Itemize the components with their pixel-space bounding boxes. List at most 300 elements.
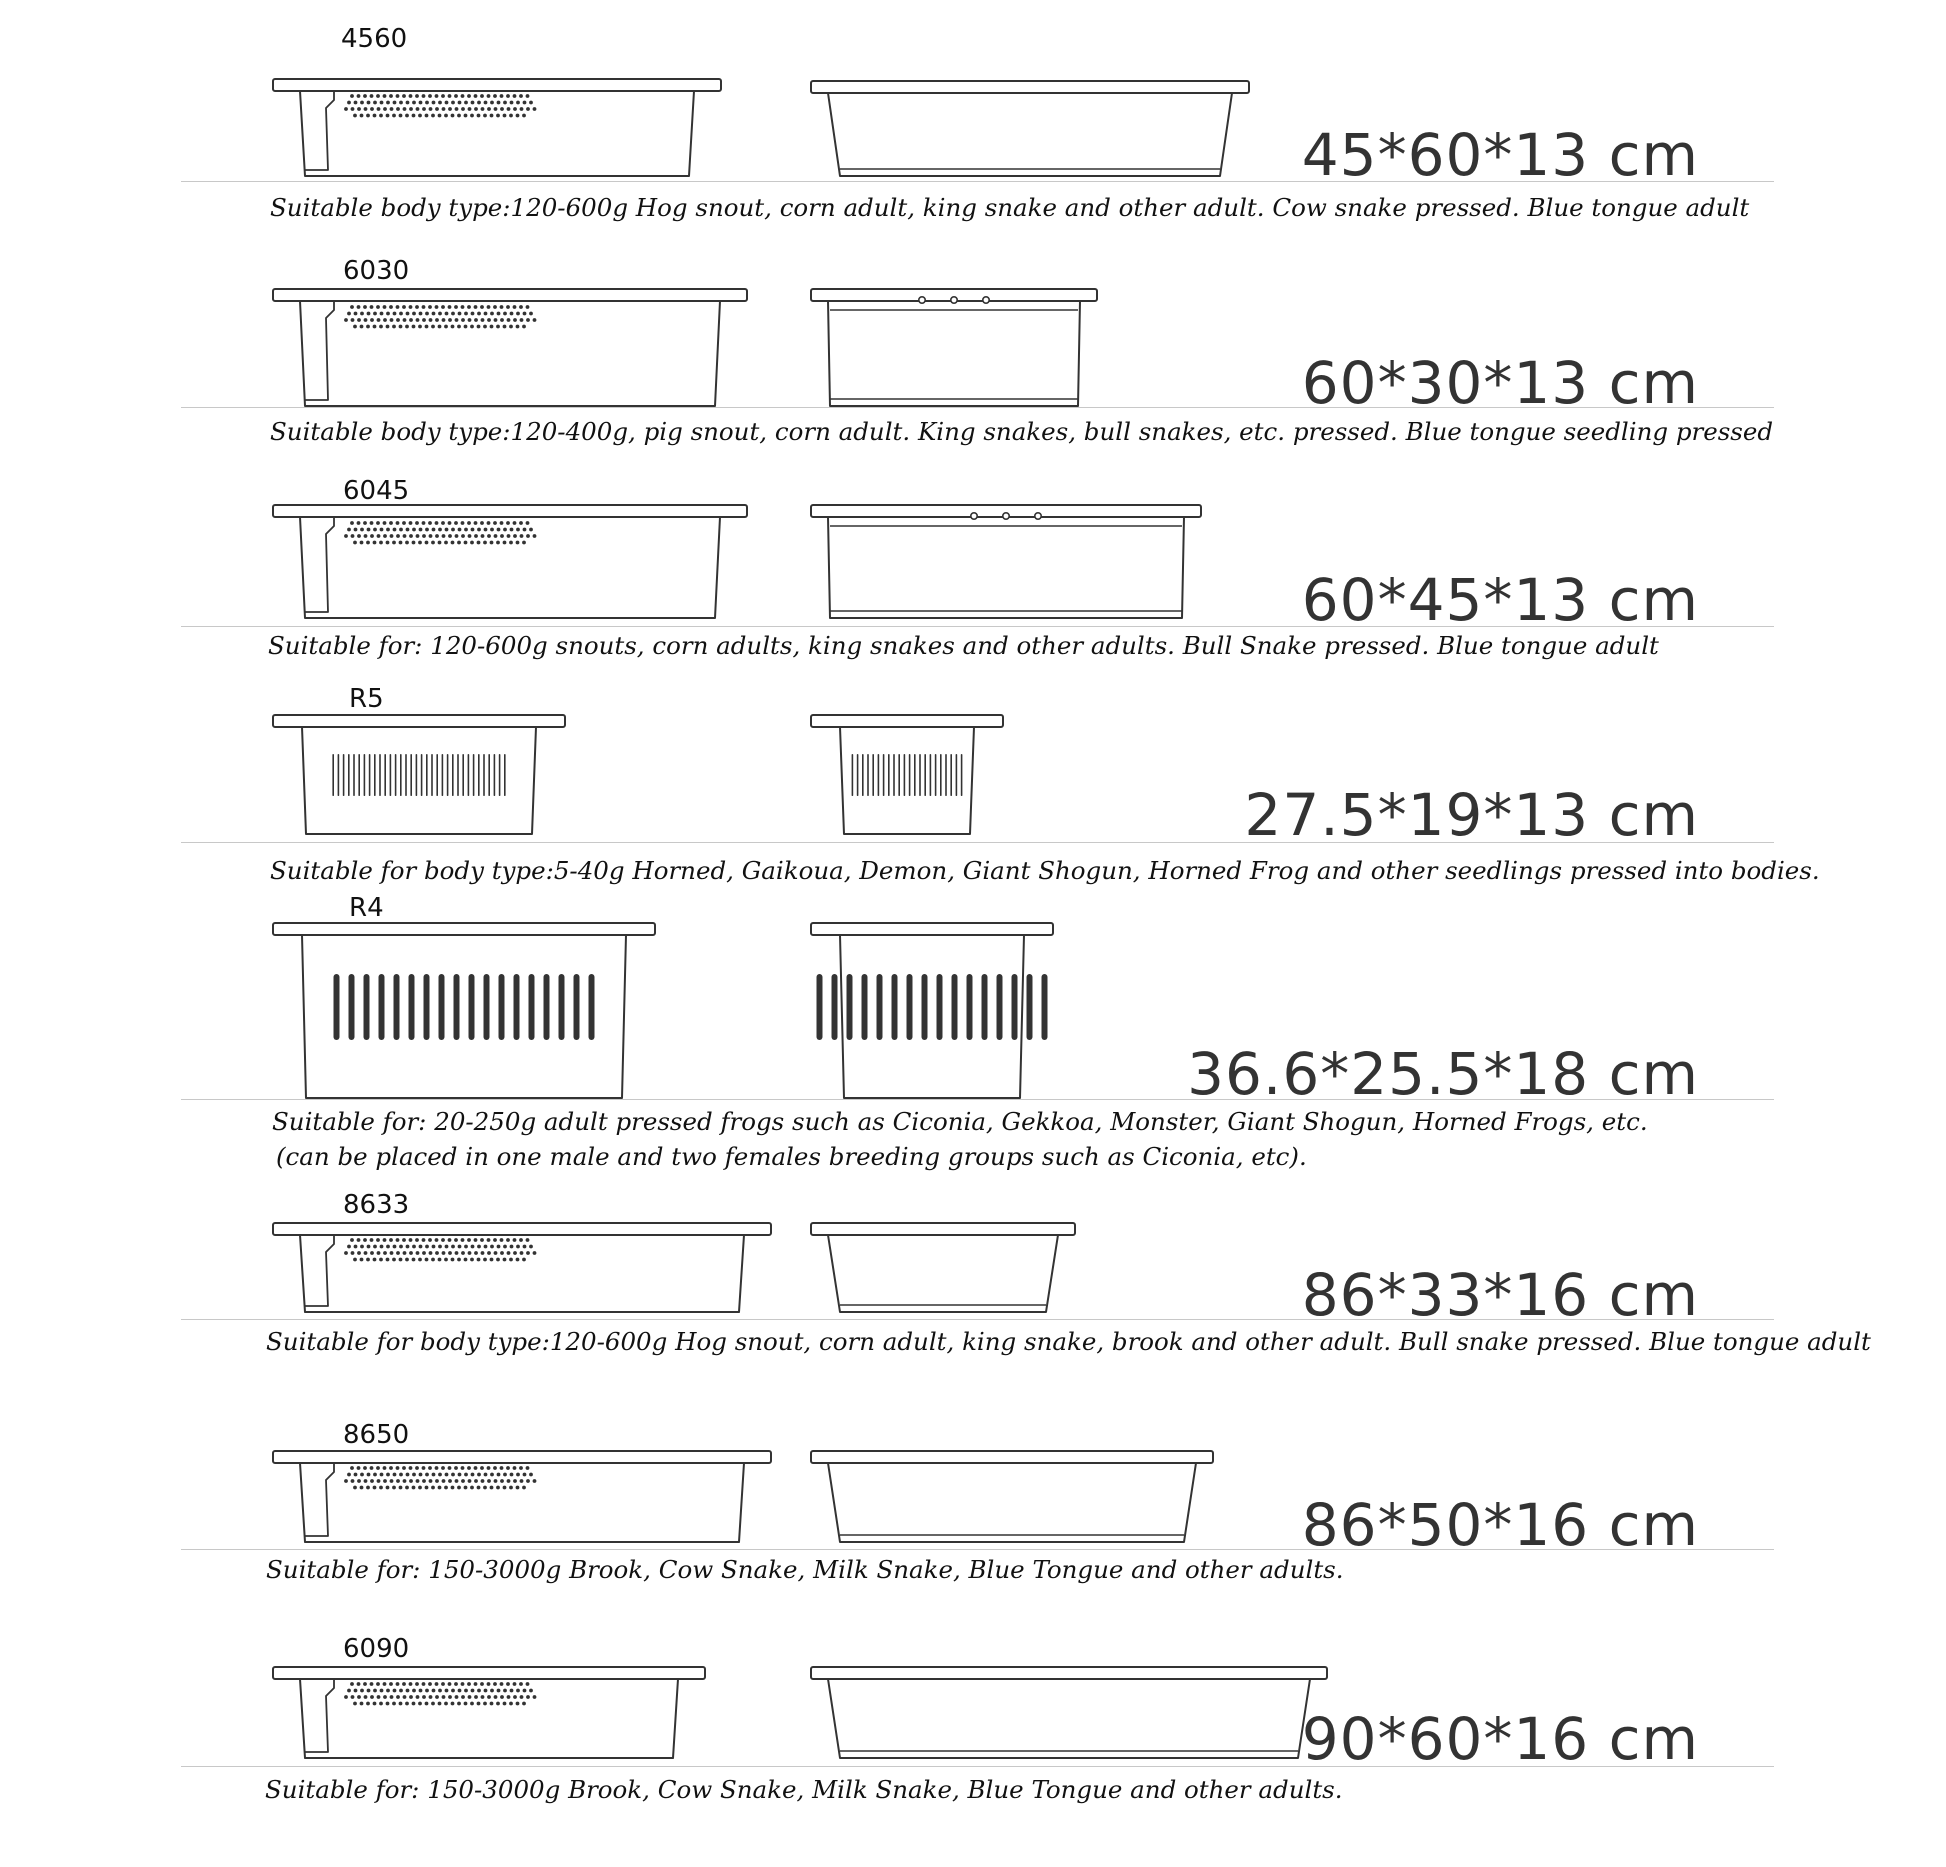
vent-dot	[529, 1473, 533, 1477]
vent-dot	[412, 1689, 416, 1693]
vent-dot	[451, 1486, 455, 1490]
vent-dot	[347, 1689, 351, 1693]
vent-slot	[878, 754, 880, 796]
vent-dot	[357, 534, 361, 538]
vent-dot	[461, 1466, 465, 1470]
vent-dot	[455, 1695, 459, 1699]
vent-dot	[451, 1258, 455, 1262]
vent-dot	[383, 1479, 387, 1483]
vent-dot	[405, 1486, 409, 1490]
vent-dot	[429, 318, 433, 322]
tray-rim	[811, 1223, 1075, 1235]
vent-dot	[399, 528, 403, 532]
tray-rim	[273, 505, 747, 517]
vent-dot	[477, 114, 481, 118]
vent-dot	[383, 534, 387, 538]
vent-dot	[506, 1682, 510, 1686]
vent-dot	[500, 1251, 504, 1255]
vent-dot	[429, 534, 433, 538]
vent-dot	[474, 1251, 478, 1255]
vent-dot	[461, 94, 465, 98]
vent-dot	[353, 325, 357, 329]
vent-dot	[435, 1479, 439, 1483]
vent-dot	[520, 107, 524, 111]
vent-dot	[393, 528, 397, 532]
vent-dot	[373, 325, 377, 329]
vent-slot	[877, 974, 883, 1040]
vent-slot	[909, 754, 911, 796]
vent-dot	[464, 1473, 468, 1477]
vent-dot	[477, 541, 481, 545]
vent-dot	[503, 1689, 507, 1693]
vent-slot	[452, 754, 454, 796]
vent-dot	[373, 101, 377, 105]
vent-slot	[924, 754, 926, 796]
vent-dot	[377, 1251, 381, 1255]
vent-slot	[574, 974, 580, 1040]
vent-dot	[363, 305, 367, 309]
model-code: 4560	[341, 24, 408, 54]
vent-slot	[334, 974, 340, 1040]
tray-body	[300, 1235, 744, 1312]
vent-dot	[431, 114, 435, 118]
vent-dot	[357, 1238, 361, 1242]
vent-dot	[399, 1486, 403, 1490]
vent-dot	[386, 528, 390, 532]
vent-dot	[454, 1466, 458, 1470]
vent-dot	[383, 107, 387, 111]
vent-dot	[487, 1466, 491, 1470]
vent-dot	[467, 305, 471, 309]
vent-slot	[390, 754, 392, 796]
vent-dot	[503, 325, 507, 329]
hide-step	[305, 301, 334, 400]
vent-dot	[390, 1251, 394, 1255]
vent-dot	[357, 107, 361, 111]
vent-dot	[526, 1238, 530, 1242]
vent-dot	[376, 1682, 380, 1686]
vent-dot	[487, 107, 491, 111]
vent-dot	[402, 521, 406, 525]
vent-dot	[367, 312, 371, 316]
box-end-view-illustration	[810, 922, 1054, 1100]
vent-dot	[533, 1479, 537, 1483]
vent-dot	[533, 534, 537, 538]
vent-dot	[448, 107, 452, 111]
vent-hole	[983, 297, 989, 303]
divider	[181, 1549, 1774, 1550]
vent-dot	[510, 1689, 514, 1693]
vent-dot	[438, 1473, 442, 1477]
vent-dot	[396, 1479, 400, 1483]
vent-dot	[396, 521, 400, 525]
vent-dot	[402, 94, 406, 98]
vent-dot	[445, 1473, 449, 1477]
vent-dot	[487, 1238, 491, 1242]
vent-slot	[898, 754, 900, 796]
vent-dot	[376, 94, 380, 98]
tray-body	[300, 517, 720, 618]
vent-dot	[461, 1238, 465, 1242]
vent-dot	[402, 305, 406, 309]
vent-dot	[480, 1238, 484, 1242]
vent-hole	[1035, 513, 1041, 519]
vent-dot	[477, 1486, 481, 1490]
vent-dot	[457, 1486, 461, 1490]
vent-dot	[467, 1238, 471, 1242]
vent-dot	[357, 521, 361, 525]
vent-dot	[519, 1466, 523, 1470]
vent-slot	[473, 754, 475, 796]
vent-dot	[363, 1466, 367, 1470]
hide-step	[305, 91, 334, 170]
vent-dot	[347, 528, 351, 532]
vent-dot	[455, 1251, 459, 1255]
vent-dot	[377, 318, 381, 322]
vent-slot	[421, 754, 423, 796]
vent-dot	[353, 1702, 357, 1706]
tray-rim	[273, 923, 655, 935]
vent-dot	[373, 1473, 377, 1477]
vent-slot	[1012, 974, 1018, 1040]
vent-dot	[435, 1466, 439, 1470]
vent-dot	[367, 528, 371, 532]
vent-dot	[377, 1479, 381, 1483]
vent-dot	[364, 318, 368, 322]
vent-dot	[481, 1251, 485, 1255]
vent-dot	[494, 107, 498, 111]
vent-dot	[458, 1689, 462, 1693]
vent-dot	[435, 1238, 439, 1242]
vent-slot	[935, 754, 937, 796]
vent-dot	[487, 1695, 491, 1699]
vent-dot	[386, 325, 390, 329]
vent-dot	[445, 528, 449, 532]
vent-dot	[415, 1682, 419, 1686]
vent-dot	[496, 1486, 500, 1490]
vent-dot	[497, 312, 501, 316]
vent-dot	[442, 1251, 446, 1255]
vent-dot	[510, 101, 514, 105]
vent-slot	[454, 974, 460, 1040]
vent-dot	[483, 541, 487, 545]
vent-dot	[474, 521, 478, 525]
vent-dot	[493, 305, 497, 309]
vent-dot	[468, 1695, 472, 1699]
vent-dot	[432, 1245, 436, 1249]
vent-dot	[403, 107, 407, 111]
vent-dot	[415, 1238, 419, 1242]
vent-dot	[405, 1702, 409, 1706]
vent-dot	[396, 1238, 400, 1242]
vent-dot	[409, 1695, 413, 1699]
vent-dot	[373, 1486, 377, 1490]
tray-rim	[273, 79, 721, 91]
vent-dot	[500, 534, 504, 538]
vent-dot	[351, 1695, 355, 1699]
vent-dot	[380, 528, 384, 532]
vent-slot	[332, 754, 334, 796]
vent-dot	[422, 1238, 426, 1242]
vent-slot	[436, 754, 438, 796]
vent-dot	[461, 305, 465, 309]
vent-dot	[396, 1682, 400, 1686]
dimensions-label: 45*60*13 cm	[1301, 121, 1699, 189]
vent-dot	[435, 318, 439, 322]
vent-slot	[400, 754, 402, 796]
suitability-text: Suitable for: 20-250g adult pressed frogs such as Ciconia, Gekkoa, Monster, Giant Shogun, Horned Frogs, etc.	[272, 1107, 1648, 1136]
vent-dot	[441, 1238, 445, 1242]
vent-dot	[445, 312, 449, 316]
vent-dot	[377, 1695, 381, 1699]
tray-rim	[811, 923, 1053, 935]
vent-dot	[480, 521, 484, 525]
vent-dot	[461, 1695, 465, 1699]
vent-dot	[373, 1702, 377, 1706]
vent-dot	[360, 1702, 364, 1706]
model-code: R4	[349, 893, 384, 923]
divider	[181, 1099, 1774, 1100]
vent-dot	[470, 325, 474, 329]
vent-dot	[373, 312, 377, 316]
hide-step	[305, 1679, 334, 1752]
tray-body	[828, 517, 1184, 618]
vent-dot	[419, 1245, 423, 1249]
vent-dot	[448, 1479, 452, 1483]
vent-dot	[516, 1258, 520, 1262]
vent-dot	[522, 541, 526, 545]
vent-slot	[338, 754, 340, 796]
vent-dot	[370, 305, 374, 309]
vent-dot	[396, 94, 400, 98]
vent-slot	[488, 754, 490, 796]
vent-slot	[930, 754, 932, 796]
vent-dot	[403, 1695, 407, 1699]
vent-dot	[373, 114, 377, 118]
vent-dot	[493, 1238, 497, 1242]
vent-dot	[503, 528, 507, 532]
vent-dot	[520, 1479, 524, 1483]
vent-slot	[907, 974, 913, 1040]
vent-dot	[507, 534, 511, 538]
vent-dot	[451, 541, 455, 545]
vent-dot	[484, 528, 488, 532]
vent-dot	[481, 1695, 485, 1699]
vent-dot	[477, 1702, 481, 1706]
vent-dot	[451, 101, 455, 105]
vent-dot	[522, 1702, 526, 1706]
vent-dot	[448, 1238, 452, 1242]
vent-slot	[478, 754, 480, 796]
vent-dot	[468, 1479, 472, 1483]
vent-dot	[405, 325, 409, 329]
vent-dot	[484, 1689, 488, 1693]
vent-dot	[396, 305, 400, 309]
vent-dot	[364, 1695, 368, 1699]
vent-dot	[373, 1689, 377, 1693]
vent-dot	[419, 528, 423, 532]
vent-dot	[490, 541, 494, 545]
vent-dot	[470, 1486, 474, 1490]
vent-dot	[506, 521, 510, 525]
vent-dot	[513, 1466, 517, 1470]
vent-dot	[357, 1479, 361, 1483]
vent-dot	[438, 1486, 442, 1490]
tray-body	[828, 1235, 1058, 1312]
vent-dot	[416, 1479, 420, 1483]
vent-dot	[354, 1689, 358, 1693]
vent-dot	[431, 541, 435, 545]
vent-dot	[409, 1238, 413, 1242]
vent-dot	[522, 1258, 526, 1262]
vent-dot	[500, 521, 504, 525]
vent-dot	[360, 1486, 364, 1490]
vent-dot	[399, 101, 403, 105]
vent-dot	[425, 1258, 429, 1262]
tray-body	[828, 301, 1080, 406]
vent-dot	[428, 94, 432, 98]
vent-dot	[383, 521, 387, 525]
suitability-text: Suitable for body type:5-40g Horned, Gaikoua, Demon, Giant Shogun, Horned Frog and other seedlings pressed into bodies.	[270, 856, 1820, 885]
vent-dot	[406, 1473, 410, 1477]
vent-dot	[409, 1682, 413, 1686]
tray-body	[300, 1463, 744, 1542]
vent-dot	[399, 114, 403, 118]
vent-dot	[435, 107, 439, 111]
vent-dot	[487, 318, 491, 322]
vent-dot	[487, 94, 491, 98]
vent-dot	[412, 312, 416, 316]
vent-dot	[480, 305, 484, 309]
vent-dot	[481, 534, 485, 538]
vent-dot	[402, 1238, 406, 1242]
vent-dot	[428, 1238, 432, 1242]
vent-dot	[344, 1251, 348, 1255]
vent-dot	[458, 101, 462, 105]
vent-slot	[982, 974, 988, 1040]
vent-dot	[526, 1251, 530, 1255]
vent-dot	[490, 1258, 494, 1262]
vent-dot	[451, 325, 455, 329]
vent-dot	[444, 1702, 448, 1706]
vent-dot	[474, 318, 478, 322]
vent-dot	[403, 318, 407, 322]
vent-dot	[360, 1258, 364, 1262]
vent-dot	[399, 1473, 403, 1477]
tray-rim	[273, 715, 565, 727]
vent-dot	[461, 521, 465, 525]
vent-dot	[416, 318, 420, 322]
vent-dot	[454, 1682, 458, 1686]
vent-dot	[526, 534, 530, 538]
vent-dot	[471, 101, 475, 105]
vent-dot	[442, 534, 446, 538]
vent-dot	[389, 94, 393, 98]
vent-dot	[487, 305, 491, 309]
vent-dot	[419, 1473, 423, 1477]
vent-dot	[367, 1245, 371, 1249]
suitability-text: Suitable for: 120-600g snouts, corn adults, king snakes and other adults. Bull Snake pressed. Blue tongue adult	[268, 631, 1659, 660]
vent-dot	[351, 107, 355, 111]
vent-dot	[474, 1682, 478, 1686]
vent-dot	[510, 528, 514, 532]
vent-dot	[379, 1702, 383, 1706]
vent-dot	[366, 114, 370, 118]
vent-dot	[431, 1702, 435, 1706]
vent-dot	[396, 1466, 400, 1470]
vent-slot	[950, 754, 952, 796]
vent-dot	[399, 1702, 403, 1706]
vent-dot	[513, 1251, 517, 1255]
vent-dot	[386, 1486, 390, 1490]
vent-dot	[409, 94, 413, 98]
vent-dot	[497, 528, 501, 532]
vent-dot	[380, 312, 384, 316]
vent-dot	[503, 1245, 507, 1249]
vent-dot	[360, 1473, 364, 1477]
vent-dot	[402, 1682, 406, 1686]
vent-dot	[435, 1251, 439, 1255]
tray-end-view-illustration	[810, 80, 1250, 178]
vent-slot	[447, 754, 449, 796]
vent-dot	[438, 325, 442, 329]
vent-slot	[457, 754, 459, 796]
vent-dot	[438, 1702, 442, 1706]
tray-end-view-illustration	[810, 1666, 1328, 1760]
vent-dot	[425, 1473, 429, 1477]
vent-dot	[386, 1258, 390, 1262]
tray-rim	[811, 1667, 1327, 1679]
vent-dot	[393, 1473, 397, 1477]
vent-dot	[526, 1466, 530, 1470]
vent-dot	[376, 521, 380, 525]
hide-step	[305, 517, 334, 612]
vent-dot	[526, 107, 530, 111]
vent-slot	[559, 974, 565, 1040]
vent-dot	[364, 1251, 368, 1255]
vent-slot	[872, 754, 874, 796]
tray-body	[828, 1679, 1310, 1758]
vent-slot	[817, 974, 823, 1040]
vent-dot	[471, 1245, 475, 1249]
suitability-text: Suitable body type:120-600g Hog snout, corn adult, king snake and other adult. Cow snake pressed. Blue tongue adult	[270, 193, 1750, 222]
vent-dot	[503, 541, 507, 545]
vent-dot	[461, 1479, 465, 1483]
vent-dot	[363, 94, 367, 98]
vent-dot	[412, 1245, 416, 1249]
vent-slot	[349, 974, 355, 1040]
vent-slot	[469, 974, 475, 1040]
vent-dot	[383, 1466, 387, 1470]
vent-slot	[431, 754, 433, 796]
vent-slot	[405, 754, 407, 796]
vent-dot	[380, 1689, 384, 1693]
vent-slot	[353, 754, 355, 796]
vent-slot	[426, 754, 428, 796]
vent-dot	[351, 1251, 355, 1255]
vent-dot	[422, 107, 426, 111]
suitability-text: Suitable for body type:120-600g Hog snout, corn adult, king snake, brook and other adult. Bull snake pressed. Blue tongue adult	[266, 1327, 1871, 1356]
vent-slot	[468, 754, 470, 796]
vent-dot	[448, 94, 452, 98]
vent-dot	[451, 1702, 455, 1706]
vent-dot	[441, 521, 445, 525]
vent-dot	[520, 534, 524, 538]
vent-dot	[516, 1486, 520, 1490]
vent-dot	[367, 1689, 371, 1693]
vent-dot	[416, 107, 420, 111]
vent-dot	[494, 1695, 498, 1699]
